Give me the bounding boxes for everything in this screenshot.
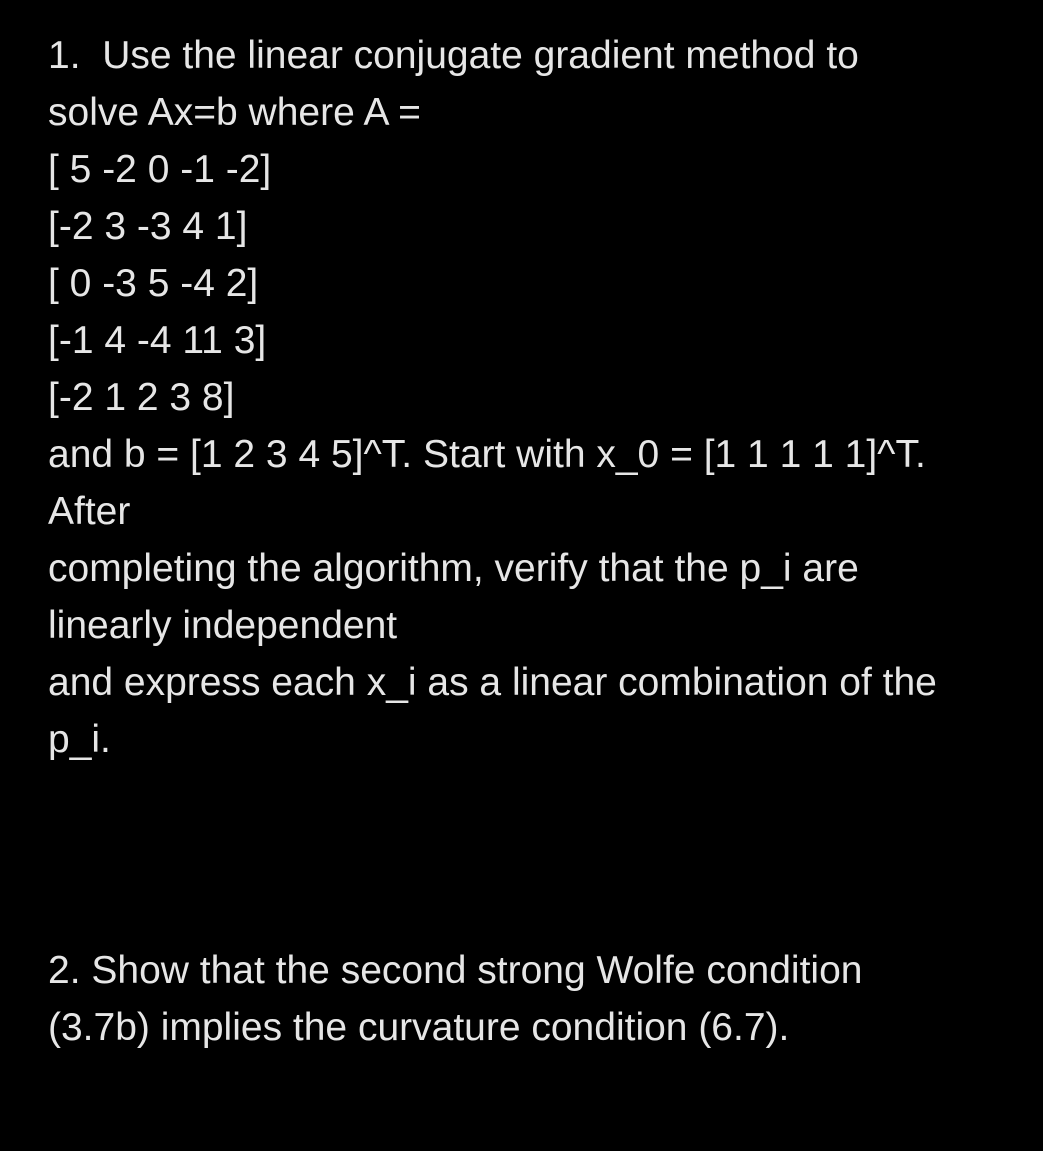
problem-1-line-13: p_i.: [48, 718, 111, 761]
spacer: [48, 768, 1023, 942]
document-page: [48, 27, 1023, 1056]
matrix-row-3: [ 0 -3 5 -4 2]: [48, 262, 259, 305]
matrix-row-5: [-2 1 2 3 8]: [48, 376, 235, 419]
problem-1-line-11: linearly independent: [48, 604, 398, 647]
problem-2-line-2: (3.7b) implies the curvature condition (6.7).: [48, 1006, 790, 1049]
problem-1-line-12: and express each x_i as a linear combination of the: [48, 661, 937, 704]
matrix-row-4: [-1 4 -4 11 3]: [48, 319, 267, 362]
problem-2: [48, 942, 1023, 1056]
problem-1: [48, 27, 1023, 768]
matrix-row-1: [ 5 -2 0 -1 -2]: [48, 148, 272, 191]
problem-1-line-1: 1. Use the linear conjugate gradient method to: [48, 34, 859, 77]
problem-1-line-2: solve Ax=b where A =: [48, 91, 421, 134]
matrix-row-2: [-2 3 -3 4 1]: [48, 205, 248, 248]
problem-2-line-1: 2. Show that the second strong Wolfe condition: [48, 949, 863, 992]
problem-1-line-9: After: [48, 490, 131, 533]
problem-1-line-10: completing the algorithm, verify that the p_i are: [48, 547, 859, 590]
problem-1-line-8: and b = [1 2 3 4 5]^T. Start with x_0 = [1 1 1 1 1]^T.: [48, 433, 926, 476]
